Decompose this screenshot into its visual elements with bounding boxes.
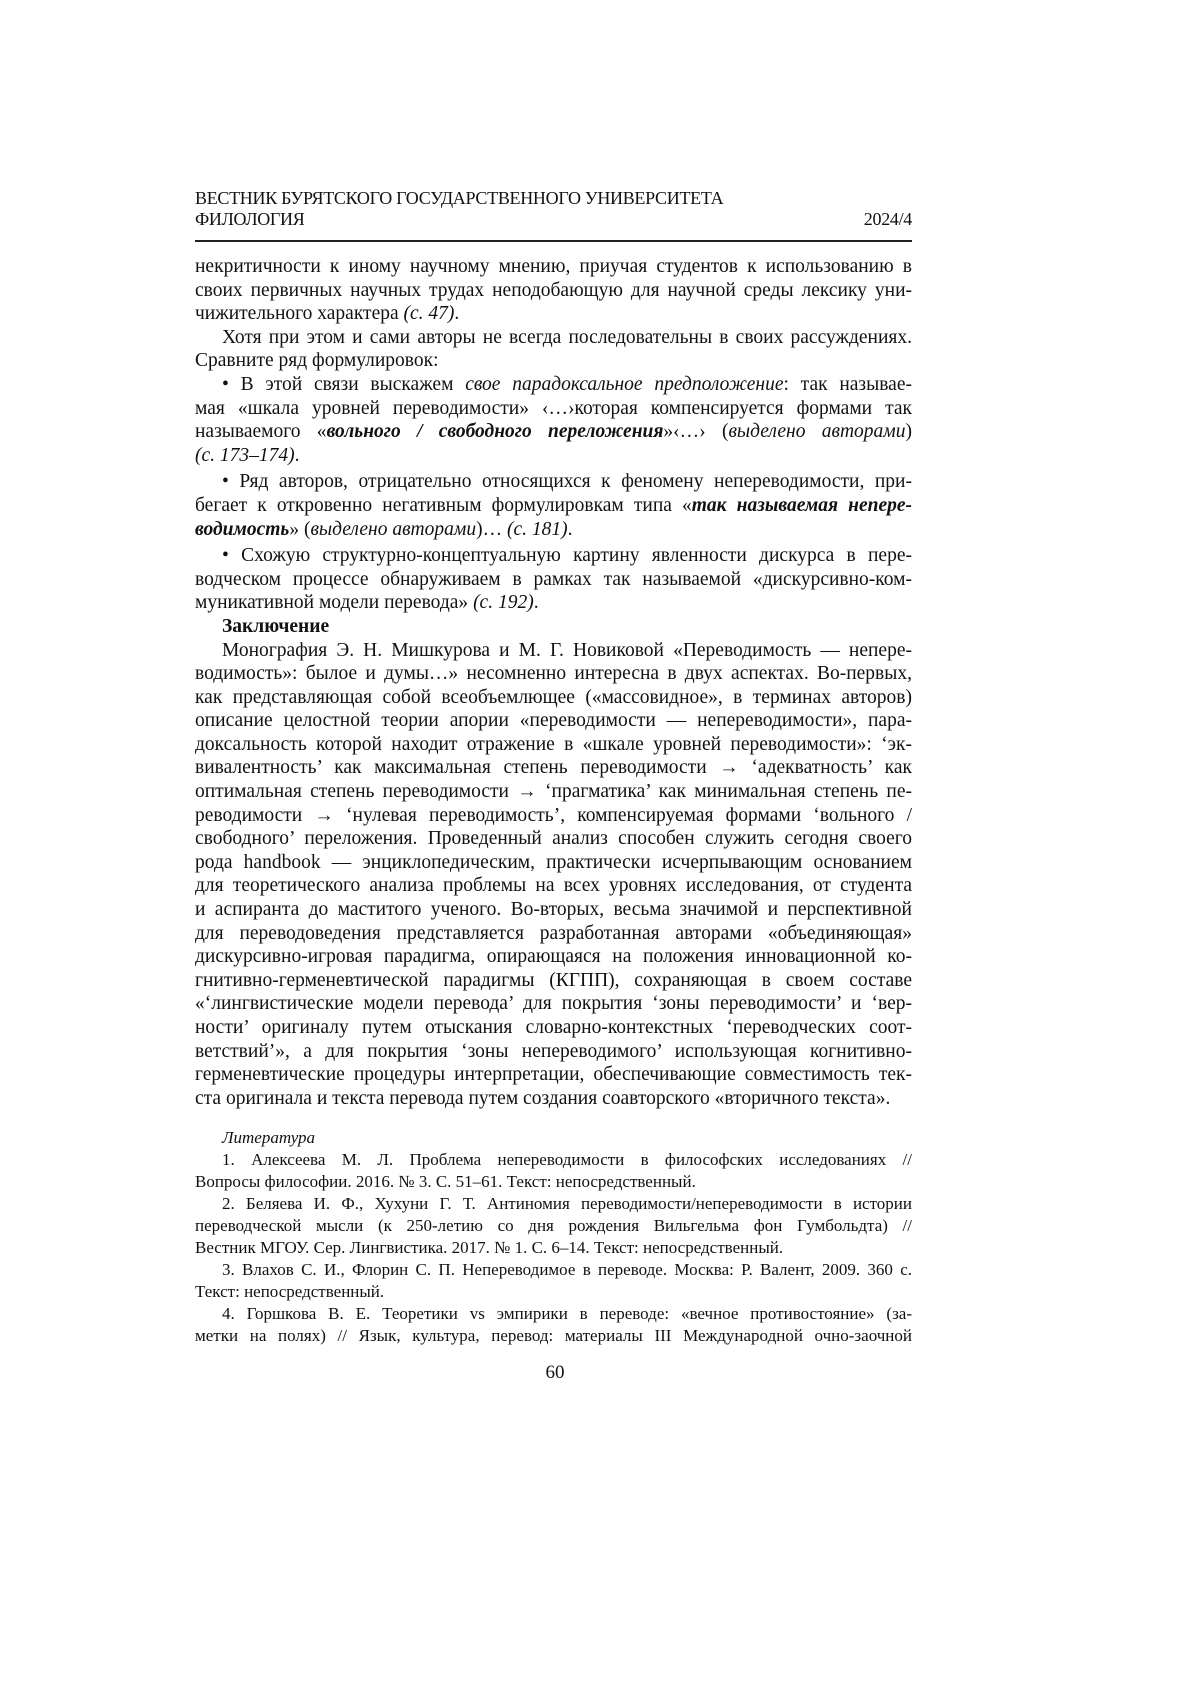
text-run: муникативной модели перевода» [195,592,473,613]
text-run: называемого « [195,421,327,442]
article-body [195,255,912,1110]
text-run: . [534,592,539,613]
reference-item [195,1149,912,1193]
italic-run: выделено авторами [728,421,905,442]
paragraph [195,639,912,1111]
text-line [195,1237,912,1259]
text-run: ветствий’», а для покрытия ‘зоны непереводимого’ использующая когнитивно- [195,1041,912,1062]
references-list [195,1127,912,1347]
text-line [195,639,912,663]
text-line [195,662,912,686]
paragraph [195,326,912,373]
text-line [195,922,912,946]
text-run: для переводоведения представляется разработанная авторами «объединяющая» [195,923,912,944]
text-line [195,1303,912,1325]
text-run: некритичности к иному научному мнению, приучая студентов к использованию в [195,256,912,277]
paragraph [195,373,912,467]
text-run: дискурсивно-игровая парадигма, опирающаяся на положения инновационной ко- [195,946,912,967]
text-line [195,615,912,639]
text-run: мая «шкала уровней переводимости» ‹…›которая компенсируется формами так [195,398,912,419]
text-run: оптимальная степень переводимости → ‘прагматика’ как минимальная степень пе- [195,781,912,802]
text-run: для теоретического анализа проблемы на всех уровнях исследования, от студента [195,875,912,896]
text-line [195,733,912,757]
header-rule [195,240,912,242]
text-run: переводческой мысли (к 250-летию со дня рождения Вильгельма фон Гумбольдта) // [195,1216,912,1235]
text-line [195,255,912,279]
text-run: • Ряд авторов, отрицательно относящихся к феномену непереводимости, при- [222,471,912,492]
text-run: водческом процессе обнаруживаем в рамках так называемой «дискурсивно-ком- [195,569,912,590]
text-line [195,568,912,592]
italic-run: (с. 173–174) [195,445,295,466]
text-line [195,1087,912,1111]
text-run: )… [476,519,507,540]
text-line [195,1215,912,1237]
text-line [195,756,912,780]
bold-run: Заключение [222,616,329,637]
text-line [195,992,912,1016]
text-run: Вопросы философии. 2016. № 3. С. 51–61. Текст: непосредственный. [195,1172,696,1191]
journal-section: ФИЛОЛОГИЯ [195,209,304,230]
text-line [195,1171,912,1193]
text-line [195,1063,912,1087]
italic-run: свое парадоксальное предположение [465,374,783,395]
text-run: » ( [289,519,310,540]
issue-number: 2024/4 [864,209,912,230]
text-run: Вестник МГОУ. Сер. Лингвистика. 2017. № 1. С. 6–14. Текст: непосредственный. [195,1238,783,1257]
text-line [195,1325,912,1347]
italic-run: (с. 47) [404,303,455,324]
text-run: свободного’ переложения. Проведенный анализ способен служить сегодня своего [195,828,912,849]
text-line [195,1193,912,1215]
italic-run: выделено авторами [310,519,476,540]
text-line [195,827,912,851]
text-line [195,1149,912,1171]
text-line [195,591,912,615]
running-header [195,188,912,230]
text-run: чижительного характера [195,303,404,324]
section-heading [195,615,912,639]
reference-item [195,1127,912,1149]
text-line [195,1016,912,1040]
text-line [195,397,912,421]
text-run: . [295,445,300,466]
text-run: 4. Горшкова В. Е. Теоретики vs эмпирики в переводе: «вечное противостояние» (за- [222,1304,912,1323]
text-run: гнитивно-герменевтической парадигмы (КГПП), сохраняющая в своем составе [195,970,912,991]
text-run: вивалентность’ как максимальная степень переводимости → ‘адекватность’ как [195,757,912,778]
text-line [195,544,912,568]
bold-run: водимость [195,519,289,540]
text-line [195,969,912,993]
text-run: герменевтические процедуры интерпретации, обеспечивающие совместимость тек- [195,1064,912,1085]
text-line [195,420,912,444]
reference-item [195,1259,912,1303]
text-run: . [454,303,459,324]
text-run: водимость»: былое и думы…» несомненно интересна в двух аспектах. Во-первых, [195,663,912,684]
text-line [195,326,912,350]
text-run: ста оригинала и текста перевода путем создания соавторского «вторичного текста». [195,1088,890,1109]
text-run: рода handbook — энциклопедическим, практически исчерпывающим основанием [195,852,912,873]
italic-run: Литература [222,1128,315,1147]
bold-run: так называемая непере- [692,495,912,516]
text-run: : так называе- [784,374,912,395]
journal-title: ВЕСТНИК БУРЯТСКОГО ГОСУДАРСТВЕННОГО УНИВЕРСИТЕТА [195,188,912,209]
text-line [195,1281,912,1303]
text-run: метки на полях) // Язык, культура, перевод: материалы III Международной очно-заочной [195,1326,912,1345]
bold-run: вольного / свободного переложения [327,421,664,442]
italic-run: (с. 181) [507,519,568,540]
text-run: Хотя при этом и сами авторы не всегда последовательны в своих рассуждениях. [222,327,912,348]
text-run: 1. Алексеева М. Л. Проблема непереводимости в философских исследованиях // [222,1150,912,1169]
reference-item [195,1193,912,1259]
text-line [195,444,912,468]
text-run: Монография Э. Н. Мишкурова и М. Г. Новиковой «Переводимость — непере- [222,640,912,661]
text-line [195,686,912,710]
text-run: «‘лингвистические модели перевода’ для покрытия ‘зоны переводимости’ и ‘вер- [195,993,912,1014]
text-line [195,494,912,518]
text-run: . [568,519,573,540]
text-line [195,804,912,828]
text-line [195,279,912,303]
text-run: реводимости → ‘нулевая переводимость’, компенсируемая формами ‘вольного / [195,805,912,826]
paragraph [195,255,912,326]
text-line [195,1259,912,1281]
text-run: 2. Беляева И. Ф., Хухуни Г. Т. Антиномия переводимости/непереводимости в истории [222,1194,912,1213]
paragraph [195,544,912,615]
text-line [195,349,912,373]
text-run: бегает к откровенно негативным формулировкам типа « [195,495,692,516]
text-run: описание целостной теории апории «переводимости — непереводимости», пара- [195,710,912,731]
italic-run: (с. 192) [473,592,534,613]
text-run: »‹…› ( [663,421,728,442]
paragraph [195,470,912,541]
text-run: • Схожую структурно-концептуальную картину явленности дискурса в пере- [222,545,912,566]
text-run: ности’ оригиналу путем отыскания словарно-контекстных ‘переводческих соот- [195,1017,912,1038]
text-run: как представляющая собой всеобъемлющее («массовидное», в терминах авторов) [195,687,912,708]
text-run: Текст: непосредственный. [195,1282,384,1301]
text-line [195,874,912,898]
text-run: и аспиранта до маститого ученого. Во-вторых, весьма значимой и перспективной [195,899,912,920]
text-run: Сравните ряд формулировок: [195,350,439,371]
text-line [195,945,912,969]
text-line [195,302,912,326]
text-run: • В этой связи выскажем [222,374,465,395]
text-line [195,709,912,733]
text-line [195,898,912,922]
text-line [195,470,912,494]
text-run: своих первичных научных трудах неподобающую для научной среды лексику уни- [195,280,912,301]
text-line [195,518,912,542]
text-line [195,1127,912,1149]
text-line [195,780,912,804]
reference-item [195,1303,912,1347]
text-line [195,373,912,397]
text-line [195,1040,912,1064]
text-run: ) [906,421,913,442]
page-number: 60 [0,1362,1110,1384]
text-line [195,851,912,875]
text-run: доксальность которой находит отражение в «шкале уровней переводимости»: ‘эк- [195,734,912,755]
text-run: 3. Влахов С. И., Флорин С. П. Непереводимое в переводе. Москва: Р. Валент, 2009. 360 с. [222,1260,912,1279]
